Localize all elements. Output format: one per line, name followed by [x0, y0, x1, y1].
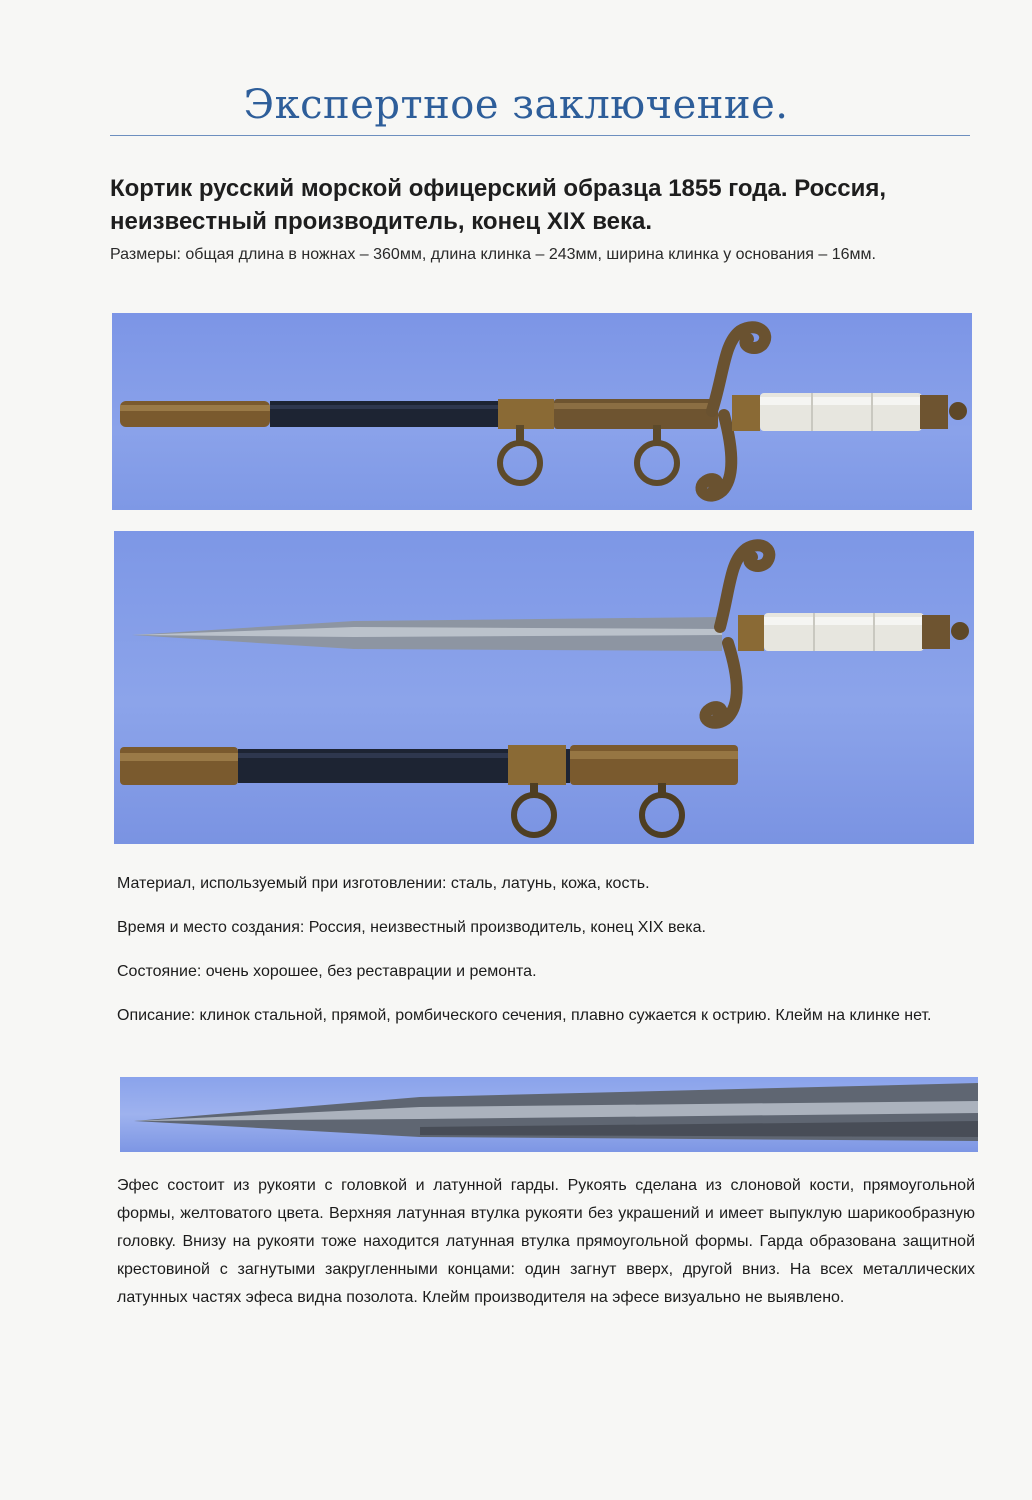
- dimensions-text: Размеры: общая длина в ножнах – 360мм, длина клинка – 243мм, ширина клинка у основания – 16мм.: [110, 246, 876, 263]
- document-heading: Кортик русский морской офицерский образца 1855 года. Россия, неизвестный производитель, конец XIX века.: [110, 175, 887, 235]
- title-divider: [110, 135, 970, 136]
- dirk-in-scabbard-image: [112, 313, 972, 510]
- blade-closeup-photo: [120, 1077, 978, 1152]
- description-text: Описание: клинок стальной, прямой, ромбического сечения, плавно сужается к острию. Клейм на клинке нет.: [117, 1007, 932, 1024]
- material-text: Материал, используемый при изготовлении: сталь, латунь, кожа, кость.: [117, 875, 650, 892]
- dirk-and-scabbard-photo: [114, 531, 974, 844]
- blade-closeup-image: [120, 1077, 978, 1152]
- hilt-description-text: Эфес состоит из рукояти с головкой и латунной гарды. Рукоять сделана из слоновой кости, прямоугольной формы, желтоватого цвета. Верхняя латунная втулка рукояти без украшений и имеет выпуклую шарикообразную головку. Внизу на рукояти тоже находится латунная втулка прямоугольной формы. Гарда образована защитной крестовиной с загнутыми закругленными концами: один загнут вверх, другой вниз. На всех металлических латунных частях эфеса видна позолота. Клейм производителя на эфесе визуально не выявлено.: [117, 1177, 975, 1306]
- dirk-and-scabbard-image: [114, 531, 974, 844]
- time-place-text: Время и место создания: Россия, неизвестный производитель, конец XIX века.: [117, 919, 706, 936]
- condition-text: Состояние: очень хорошее, без реставрации и ремонта.: [117, 963, 537, 980]
- page-title: Экспертное заключение.: [243, 82, 789, 128]
- dirk-in-scabbard-photo: [112, 313, 972, 510]
